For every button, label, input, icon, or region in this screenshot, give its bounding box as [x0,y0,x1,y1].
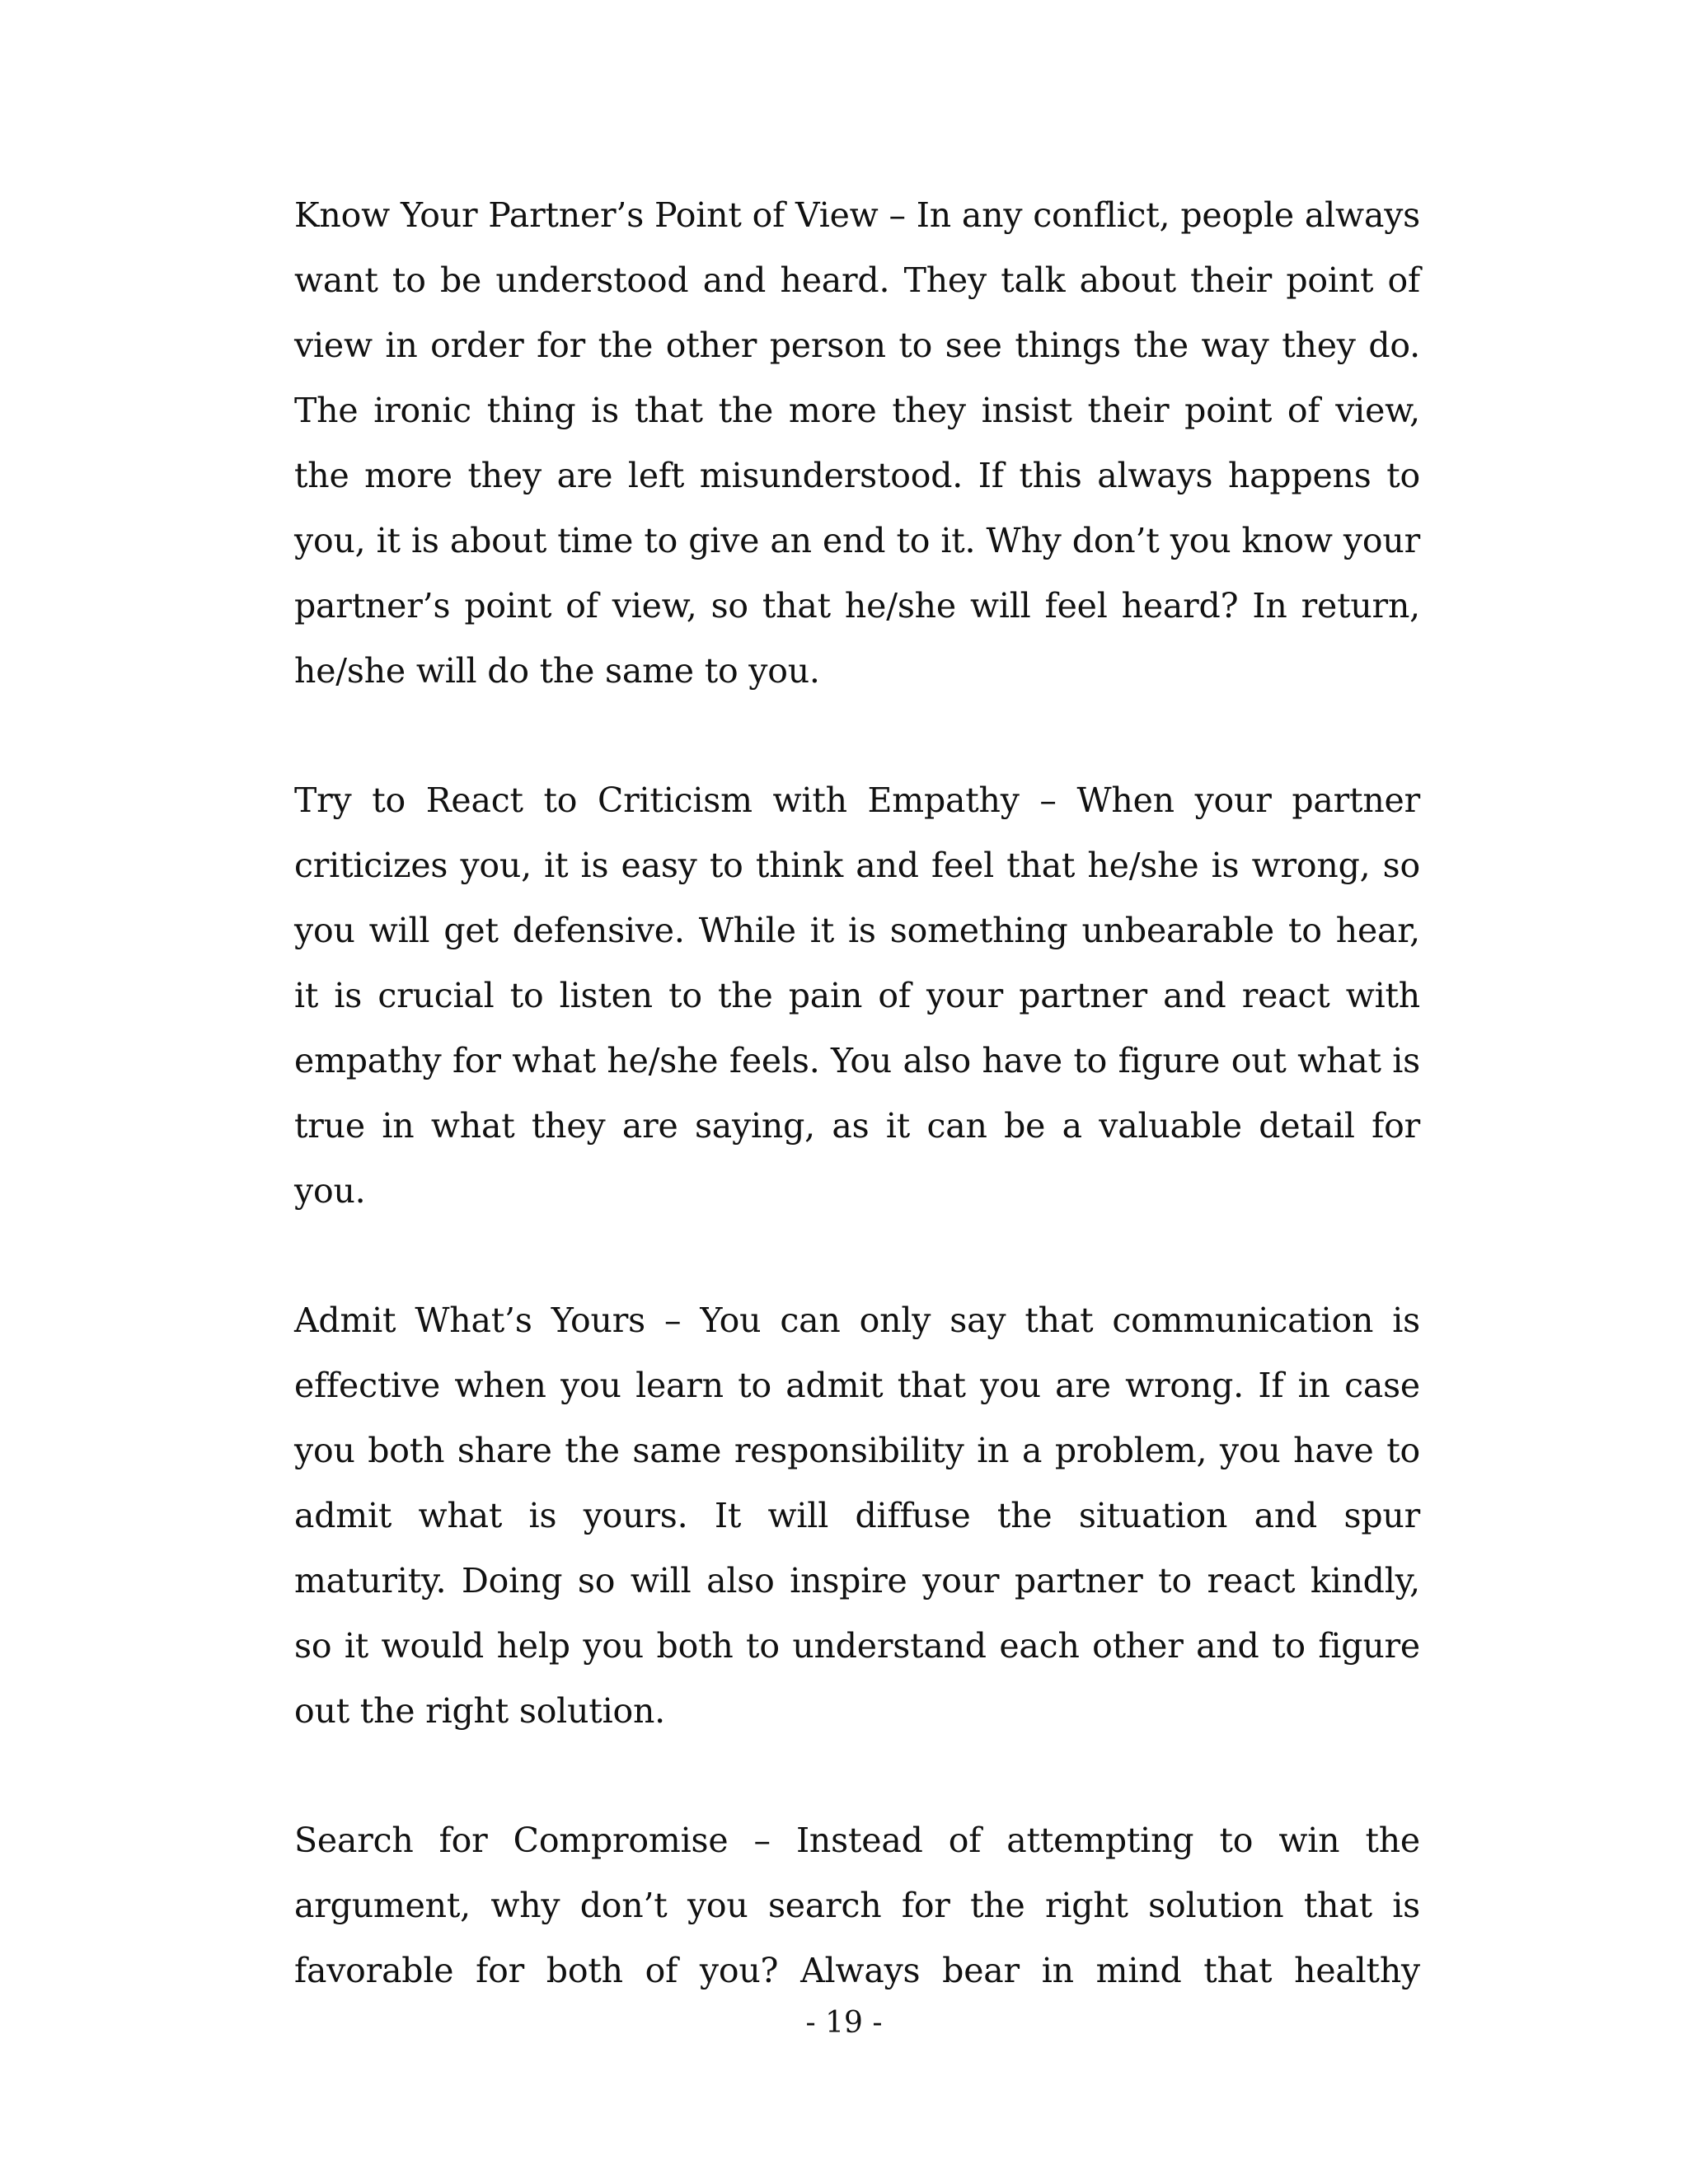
paragraph-search-for-compromise: Search for Compromise – Instead of attempting to win the argument, why don’t you search for the right solution that is favorable for both of you? Always bear in mind that healthy [294,1821,1420,1990]
paragraph-know-partners-point-of-view: Know Your Partner’s Point of View – In any conflict, people always want to be understood and heard. They talk about their point of view in order for the other person to see things the way they do. The ironic thing is that the more they insist their point of view, the more they are left misunderstood. If this always happens to you, it is about time to give an end to it. Why don’t you know your partner’s point of view, so that he/she will feel heard? In return, he/she will do the same to you. [294,195,1420,691]
paragraph-admit-whats-yours: Admit What’s Yours – You can only say that communication is effective when you learn to admit that you are wrong. If in case you both share the same responsibility in a problem, you have to admit what is yours. It will diffuse the situation and spur maturity. Doing so will also inspire your partner to react kindly, so it would help you both to understand each other and to figure out the right solution. [294,1301,1420,1731]
paragraph-react-to-criticism: Try to React to Criticism with Empathy – When your partner criticizes you, it is easy to think and feel that he/she is wrong, so you will get defensive. While it is something unbearable to hear, it is crucial to listen to the pain of your partner and react with empathy for what he/she feels. You also have to figure out what is true in what they are saying, as it can be a valuable detail for you. [294,780,1420,1211]
page-number: - 19 - [805,2006,883,2040]
page-body [294,183,1420,2068]
